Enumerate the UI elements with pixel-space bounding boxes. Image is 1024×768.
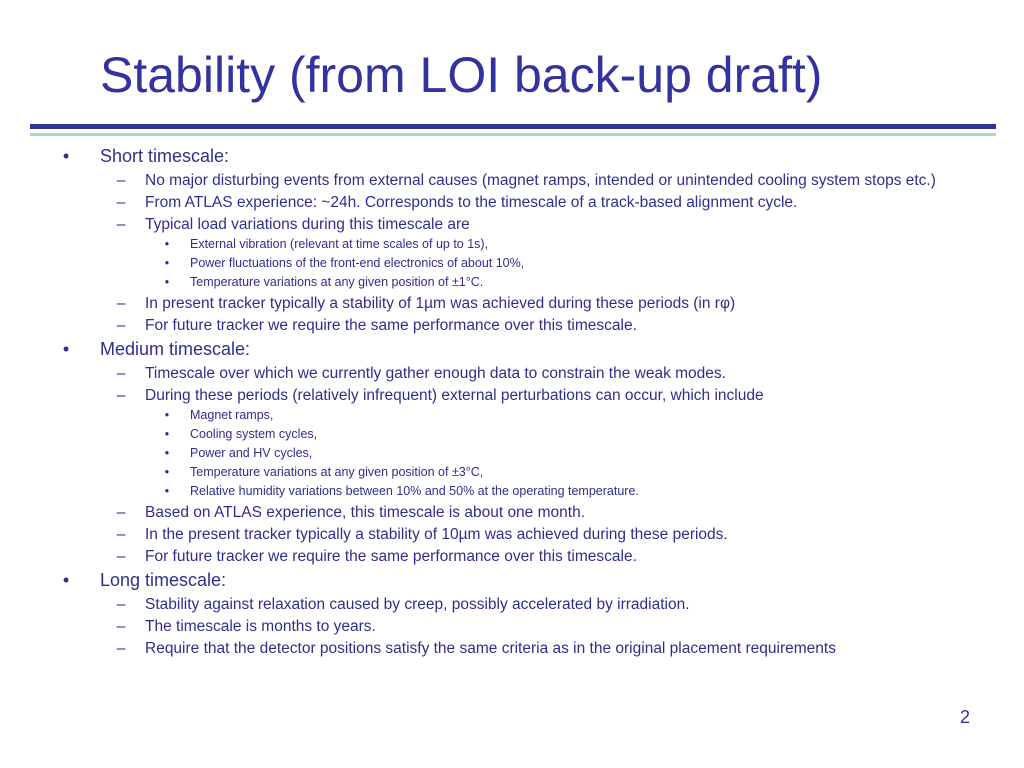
dash-marker: – xyxy=(116,194,126,211)
list-item xyxy=(0,504,1024,522)
bullet-marker: • xyxy=(164,408,170,422)
dash-marker: – xyxy=(116,295,126,312)
list-item xyxy=(0,317,1024,335)
dash-marker: – xyxy=(116,216,126,233)
bullet-marker: • xyxy=(62,339,70,359)
list-item-text: Based on ATLAS experience, this timescale is about one month. xyxy=(145,504,585,521)
list-item xyxy=(0,548,1024,566)
list-item-text: The timescale is months to years. xyxy=(145,618,376,635)
dash-marker: – xyxy=(116,317,126,334)
section-heading xyxy=(0,568,1024,592)
list-item-text: Require that the detector positions satisfy the same criteria as in the original placement requirements xyxy=(145,640,836,657)
dash-marker: – xyxy=(116,172,126,189)
list-item-text: In the present tracker typically a stability of 10µm was achieved during these periods. xyxy=(145,526,728,543)
list-item-text: Stability against relaxation caused by creep, possibly accelerated by irradiation. xyxy=(145,596,690,613)
list-item xyxy=(0,295,1024,313)
sub-list-item-text: Temperature variations at any given position of ±3°C, xyxy=(190,465,484,479)
sub-list-item xyxy=(0,444,1024,462)
dash-marker: – xyxy=(116,526,126,543)
list-item xyxy=(0,526,1024,544)
list-item xyxy=(0,618,1024,636)
list-item xyxy=(0,640,1024,658)
sub-list-item-text: Power and HV cycles, xyxy=(190,446,313,460)
bullet-marker: • xyxy=(164,484,170,498)
dash-marker: – xyxy=(116,640,126,657)
list-item-text: From ATLAS experience: ~24h. Corresponds to the timescale of a track-based alignment cycle. xyxy=(145,194,798,211)
sub-list-item-text: Magnet ramps, xyxy=(190,408,274,422)
bullet-marker: • xyxy=(62,570,70,590)
dash-marker: – xyxy=(116,548,126,565)
sub-list-item xyxy=(0,406,1024,424)
dash-marker: – xyxy=(116,504,126,521)
section-heading-text: Medium timescale: xyxy=(100,339,251,359)
list-item xyxy=(0,216,1024,234)
sub-list-item xyxy=(0,425,1024,443)
sub-list-item xyxy=(0,482,1024,500)
bullet-marker: • xyxy=(164,275,170,289)
bullet-marker: • xyxy=(164,237,170,251)
list-item-text: For future tracker we require the same performance over this timescale. xyxy=(145,317,637,334)
dash-marker: – xyxy=(116,387,126,404)
sub-list-item xyxy=(0,273,1024,291)
bullet-marker: • xyxy=(164,446,170,460)
section-heading-text: Long timescale: xyxy=(100,570,227,590)
title-rule-secondary xyxy=(30,133,996,136)
dash-marker: – xyxy=(116,618,126,635)
sub-list-item xyxy=(0,235,1024,253)
section-heading xyxy=(0,337,1024,361)
sub-list-item xyxy=(0,463,1024,481)
list-item-text: Typical load variations during this timescale are xyxy=(145,216,470,233)
dash-marker: – xyxy=(116,596,126,613)
list-item-text: In present tracker typically a stability of 1µm was achieved during these periods (in rφ) xyxy=(145,295,736,312)
bullet-marker: • xyxy=(164,465,170,479)
bullet-marker: • xyxy=(164,256,170,270)
slide-title: Stability (from LOI back-up draft) xyxy=(100,47,823,103)
list-item xyxy=(0,596,1024,614)
list-item-text: No major disturbing events from external causes (magnet ramps, intended or unintended cooling system stops etc.) xyxy=(145,172,936,189)
list-item-text: Timescale over which we currently gather enough data to constrain the weak modes. xyxy=(145,365,726,382)
list-item xyxy=(0,194,1024,212)
list-item xyxy=(0,172,1024,190)
bullet-marker: • xyxy=(62,146,70,166)
sub-list-item-text: Temperature variations at any given position of ±1°C. xyxy=(190,275,484,289)
sub-list-item xyxy=(0,254,1024,272)
bullet-content xyxy=(0,142,1024,658)
sub-list-item-text: Cooling system cycles, xyxy=(190,427,318,441)
section-heading-text: Short timescale: xyxy=(100,146,230,166)
section-heading xyxy=(0,144,1024,168)
list-item-text: During these periods (relatively infrequent) external perturbations can occur, which include xyxy=(145,387,764,404)
sub-list-item-text: External vibration (relevant at time scales of up to 1s), xyxy=(190,237,489,251)
page-number: 2 xyxy=(959,707,970,727)
list-item xyxy=(0,365,1024,383)
bullet-marker: • xyxy=(164,427,170,441)
sub-list-item-text: Relative humidity variations between 10% and 50% at the operating temperature. xyxy=(190,484,639,498)
list-item xyxy=(0,387,1024,405)
list-item-text: For future tracker we require the same performance over this timescale. xyxy=(145,548,637,565)
dash-marker: – xyxy=(116,365,126,382)
title-rule-primary xyxy=(30,124,996,129)
sub-list-item-text: Power fluctuations of the front-end electronics of about 10%, xyxy=(190,256,525,270)
